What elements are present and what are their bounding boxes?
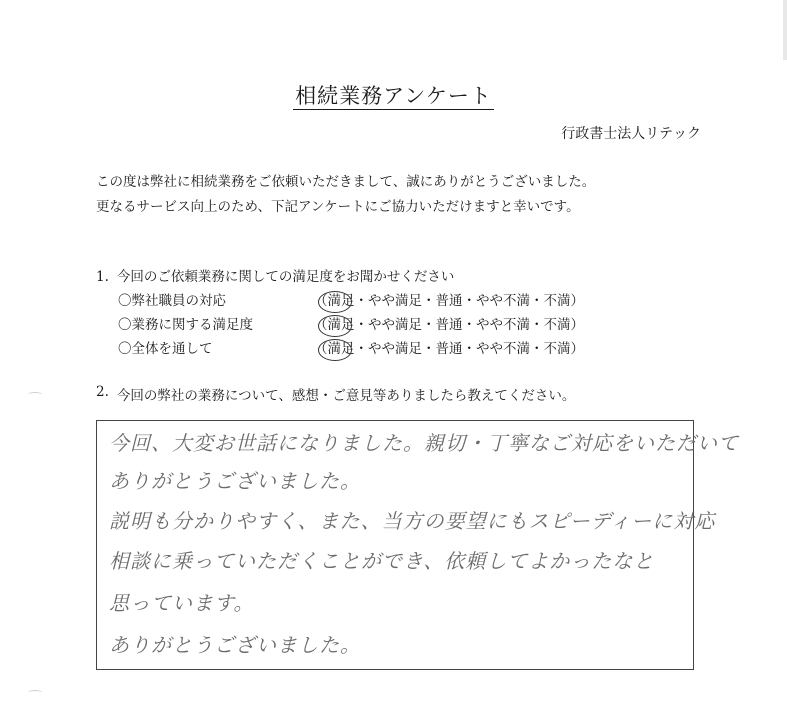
- rating-row-overall: [96, 337, 584, 361]
- question-1-heading: [96, 265, 454, 289]
- rating-label: 〇全体を通して: [118, 341, 213, 357]
- company-name: 行政書士法人リテック: [561, 126, 701, 142]
- question-number: 1.: [96, 269, 109, 285]
- rating-label: 〇弊社職員の対応: [118, 293, 226, 309]
- handwritten-line: ありがとうございました。: [109, 469, 361, 493]
- scan-artifact: [28, 690, 42, 695]
- rating-options: （満足・やや満足・普通・やや不満・不満）: [314, 317, 584, 333]
- handwritten-line: 今回、大変お世話になりました。親切・丁寧なご対応をいただいて: [109, 431, 739, 455]
- intro-line: この度は弊社に相続業務をご依頼いただきまして、誠にありがとうございました。: [96, 174, 596, 190]
- selected-circle-mark: [318, 291, 352, 313]
- handwritten-line: 思っています。: [109, 591, 255, 615]
- handwritten-line: ありがとうございました。: [109, 633, 361, 657]
- question-text: 今回のご依頼業務に関しての満足度をお聞かせください: [116, 269, 455, 285]
- scan-artifact: [28, 392, 42, 397]
- rating-row-service: [96, 313, 584, 337]
- rating-options: （満足・やや満足・普通・やや不満・不満）: [314, 341, 584, 357]
- document-title: 相続業務アンケート: [295, 84, 492, 108]
- question-number: 2.: [96, 384, 109, 400]
- rating-options: （満足・やや満足・普通・やや不満・不満）: [314, 293, 584, 309]
- scan-edge: [783, 0, 787, 60]
- question-text: 今回の弊社の業務について、感想・ご意見等ありましたら教えてください。: [116, 388, 576, 404]
- handwritten-line: 相談に乗っていただくことができ、依頼してよかったなと: [109, 549, 655, 573]
- handwritten-answer-box: [96, 420, 739, 670]
- intro-line: 更なるサービス向上のため、下記アンケートにご協力いただけますと幸いです。: [96, 199, 580, 215]
- selected-circle-mark: [318, 339, 352, 361]
- question-2-heading: [96, 384, 575, 404]
- rating-row-staff: [96, 289, 584, 313]
- intro-text: [96, 170, 595, 220]
- rating-label: 〇業務に関する満足度: [118, 317, 253, 333]
- question-1: [96, 265, 584, 361]
- selected-circle-mark: [318, 315, 352, 337]
- handwritten-line: 説明も分かりやすく、また、当方の要望にもスピーディーに対応: [109, 509, 716, 533]
